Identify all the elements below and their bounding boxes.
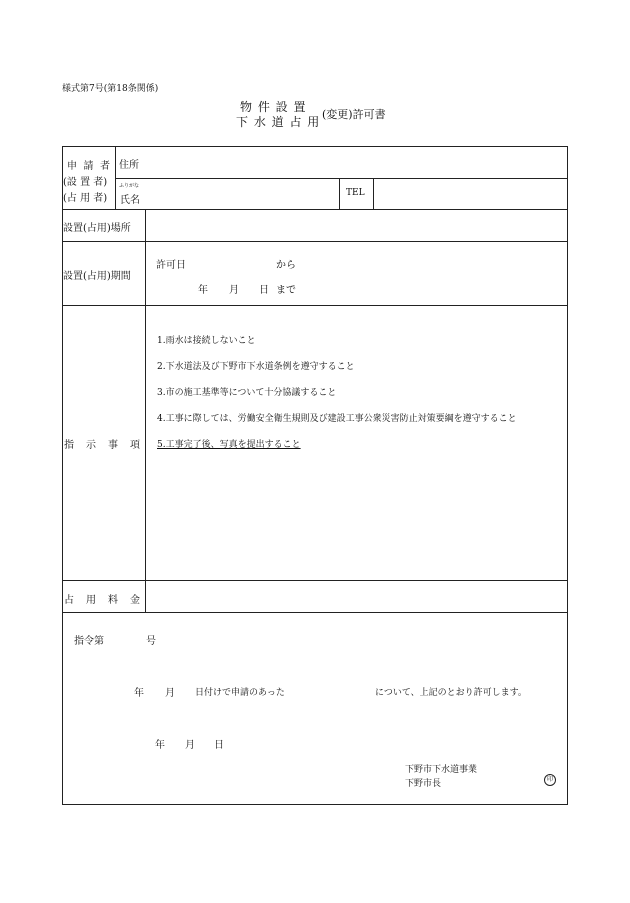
issuer-title: 下野市長 — [405, 779, 442, 789]
title-suffix: (変更)許可書 — [322, 108, 386, 121]
location-field[interactable] — [148, 212, 564, 239]
fee-label: 占 用 料 金 — [64, 595, 140, 606]
furigana-label: ふりがな — [119, 183, 140, 189]
period-year: 年 — [198, 285, 208, 296]
order-prefix: 指令第 — [74, 636, 104, 647]
period-from: から — [276, 260, 296, 271]
fee-field[interactable] — [148, 584, 564, 610]
applicant-label-line2: (設 置 者) — [63, 177, 108, 188]
permit-year: 年 — [134, 688, 144, 699]
title-line1: 物 件 設 置 — [240, 100, 307, 114]
period-until: まで — [276, 285, 296, 296]
address-label: 住所 — [119, 160, 139, 171]
instruction-item: 3.市の施工基準等について十分協議すること — [157, 388, 337, 398]
applicant-label: 申 請 者 (設 置 者) (占 用 者) — [63, 157, 113, 204]
issue-month: 月 — [185, 740, 195, 751]
address-field[interactable] — [146, 150, 564, 176]
name-field[interactable] — [146, 181, 336, 207]
instructions-label: 指 示 事 項 — [64, 440, 140, 451]
permit-date-text: 日付けで申請のあった — [195, 688, 285, 698]
period-day: 日 — [259, 285, 269, 296]
issue-day: 日 — [214, 740, 224, 751]
permit-regarding-text: について、上記のとおり許可します。 — [375, 688, 527, 698]
applicant-label-line3: (占 用 者) — [63, 193, 108, 204]
permit-month: 月 — [165, 688, 175, 699]
location-label: 設置(占用)場所 — [63, 223, 131, 234]
period-label: 設置(占用)期間 — [63, 271, 131, 282]
instruction-item: 2.下水道法及び下野市下水道条例を遵守すること — [157, 362, 355, 372]
instruction-item: 5.工事完了後、写真を提出すること — [157, 440, 301, 450]
period-month: 月 — [229, 285, 239, 296]
issuer-org: 下野市下水道事業 — [405, 765, 478, 775]
form-number: 様式第7号(第18条関係) — [62, 84, 159, 94]
tel-field[interactable] — [376, 181, 564, 207]
issue-year: 年 — [155, 740, 165, 751]
order-suffix: 号 — [146, 636, 156, 647]
tel-label: TEL — [346, 188, 365, 198]
period-start: 許可日 — [156, 260, 186, 271]
seal-mark: 印 — [544, 774, 556, 786]
name-label: 氏名 — [120, 195, 140, 206]
instruction-item: 4.工事に際しては、労働安全衛生規則及び建設工事公衆災害防止対策要綱を遵守すること — [157, 414, 517, 424]
instruction-item: 1.雨水は接続しないこと — [157, 336, 256, 346]
title-line2: 下 水 道 占 用 — [236, 115, 321, 129]
